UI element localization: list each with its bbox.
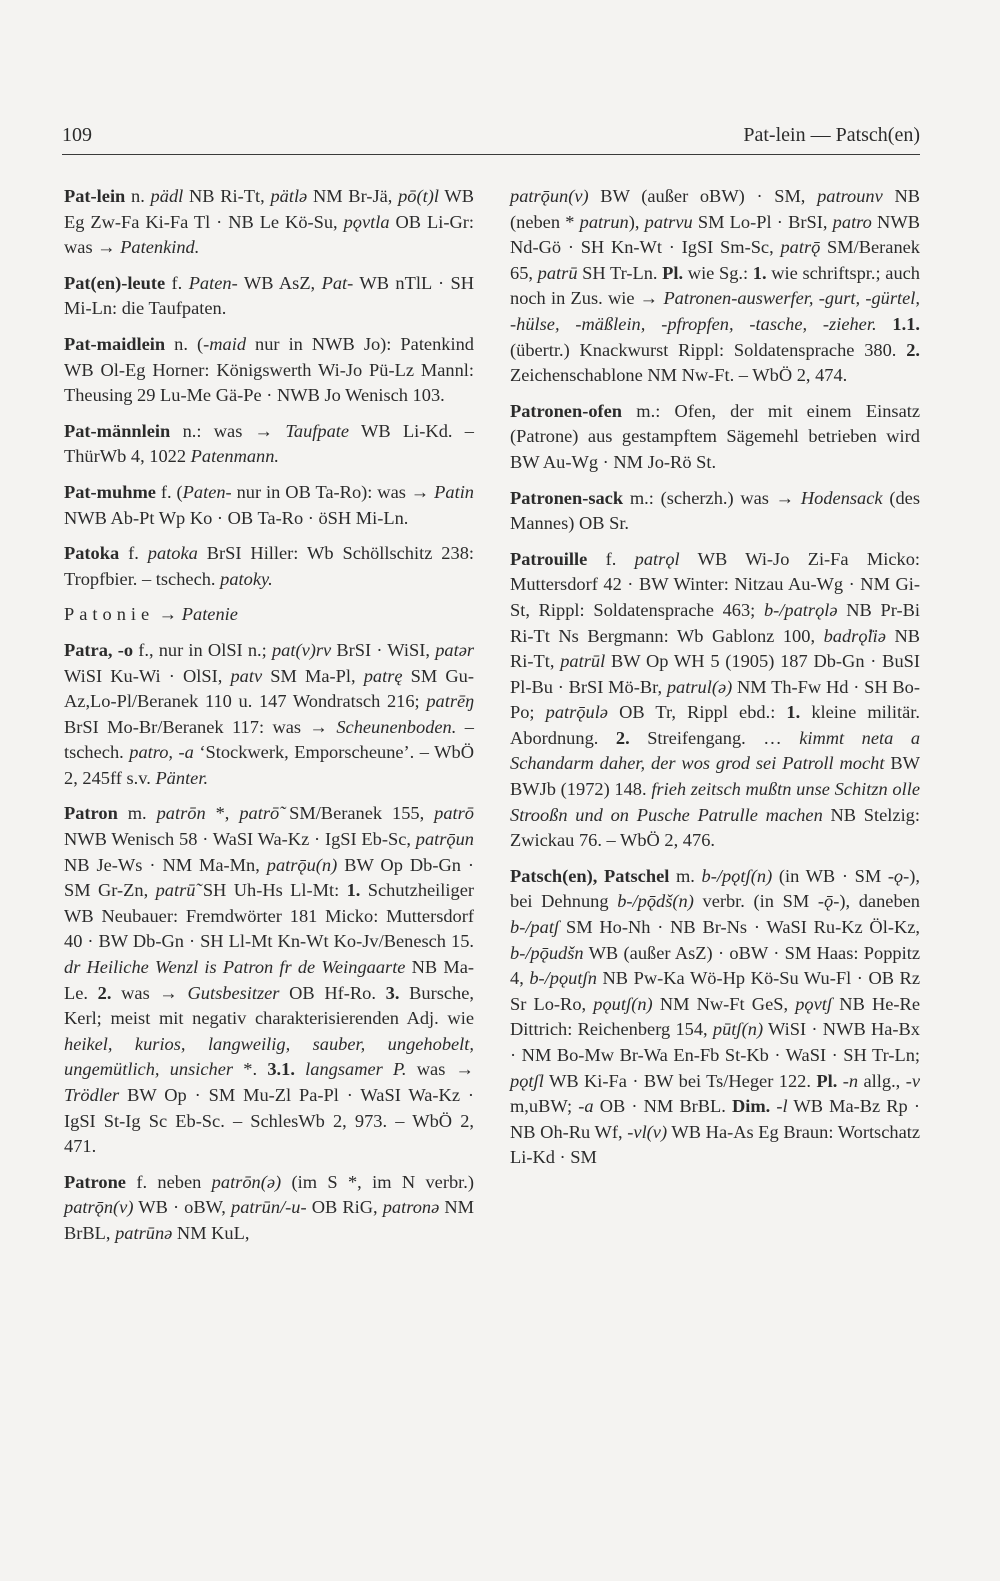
entry-patrouille — [510, 547, 920, 854]
form: patrōn — [156, 803, 206, 824]
spaced-headword: Patonie — [64, 604, 155, 625]
text: n. ( — [165, 333, 204, 354]
form: pūtʃ(n) — [712, 1019, 764, 1040]
form: -maid — [203, 333, 247, 354]
form: badrǫ̈liə — [823, 625, 886, 646]
form: patrēŋ — [426, 691, 474, 712]
text: Bursche, Kerl; meist mit negativ charakterisierenden Adj. wie — [64, 982, 474, 1029]
entry-patoka — [64, 541, 474, 592]
entry-pat-maidlein — [64, 332, 474, 409]
text: n. — [125, 186, 151, 206]
sense-number: 2. — [906, 339, 920, 360]
text: NB Je-Ws · NM Ma-Mn, — [64, 854, 267, 875]
form: patər — [435, 639, 475, 660]
form: patrvu — [644, 211, 693, 232]
text: wie schriftspr.; auch noch in Zus. wie → — [510, 262, 920, 309]
form: patrǫl — [634, 548, 680, 569]
form: patrǭn(v) — [64, 1197, 134, 1218]
form: patrounv — [817, 186, 883, 206]
sense-number: 1. — [786, 702, 801, 723]
text: BrSI · WiSI, — [331, 639, 436, 660]
cross-reference: Patenkind. — [120, 237, 200, 258]
text: ), daneben — [839, 891, 920, 912]
headword: Patra, -o — [64, 639, 134, 660]
text: → — [154, 604, 182, 625]
text: SM Gu-Az,Lo-Pl/Beranek 110 u. 147 Wondratsch 216; — [64, 665, 474, 712]
text: BW Op Db-Gn · SM Gr-Zn, — [64, 854, 474, 901]
headword: Patrone — [64, 1171, 126, 1192]
text: f. neben — [125, 1171, 212, 1192]
form: patrę — [363, 665, 403, 686]
text: m,uBW; — [510, 1096, 579, 1117]
example: frieh zeitsch mußtn unse Schitzn olle Strooßn und on Pusche Patrulle machen — [510, 779, 921, 825]
text: OB · NM BrBL. — [593, 1096, 732, 1117]
example: dr Heiliche Wenzl is Patron fr de Weingaarte — [64, 957, 406, 978]
form: -v — [905, 1070, 920, 1091]
form: pǫvtla — [343, 211, 390, 232]
entry-patronen-ofen — [510, 399, 920, 476]
text: WB Ki-Fa · BW bei Ts/Heger 122. — [543, 1070, 817, 1091]
text: f. — [587, 548, 635, 569]
text: kleine militär. Abordnung. — [510, 702, 920, 748]
form: -vl(v) — [627, 1121, 668, 1142]
text: *, — [205, 803, 240, 824]
text: BrSI Mo-Br/Beranek 117: was → — [64, 716, 337, 737]
text: ), — [628, 211, 645, 232]
text: SM Ma-Pl, — [262, 665, 364, 686]
text: n.: was → — [170, 420, 286, 441]
headword: Patsch(en), Patschel — [510, 865, 670, 886]
text: NB Pr-Bi Ri-Tt Ns Bergmann: Wb Gablonz 100, — [510, 599, 920, 646]
text: NWB Nd-Gö · SH Kn-Wt · IgSI Sm-Sc, — [510, 211, 920, 258]
page-header — [62, 124, 920, 155]
form: patrun — [579, 211, 629, 232]
form: patrǭulə — [545, 702, 608, 723]
form: b-/pǫutʃn — [529, 968, 597, 989]
text: f. — [119, 543, 148, 564]
form: patronə — [382, 1197, 440, 1218]
text: OB Tr, Rippl ebd.: — [607, 702, 787, 723]
text: Streifengang. … — [629, 727, 800, 748]
sense-number: 3. — [385, 982, 400, 1003]
text: BW BWJb (1972) 148. — [510, 753, 920, 800]
form: patrūl — [560, 651, 606, 672]
text: SH Tr-Ln. — [577, 262, 663, 283]
form: b-/pǭdš(n) — [617, 891, 694, 912]
text: NM BrBL, — [64, 1197, 474, 1243]
form: patrūnə — [115, 1222, 173, 1243]
text: NB Ri-Tt, — [510, 625, 920, 672]
text: NM KuL, — [172, 1222, 250, 1243]
text: NB Ma-Le. — [64, 957, 474, 1003]
text: WB · oBW, — [133, 1197, 232, 1218]
text: (des Mannes) OB Sr. — [510, 487, 920, 534]
text: NM Nw-Ft GeS, — [652, 993, 796, 1014]
sense-number: 2. — [615, 727, 630, 748]
running-head: Pat-lein — Patsch(en) — [743, 124, 920, 146]
form: pädl — [150, 186, 184, 206]
form: patv — [230, 665, 263, 686]
text: f. — [165, 272, 189, 293]
text: SH Uh-Hs Ll-Mt: — [195, 880, 347, 901]
text: NB He-Re Dittrich: Reichenberg 154, — [510, 993, 920, 1040]
text: BW Op · SM Mu-Zl Pa-Pl · WaSI Wa-Kz · IgSI St-Ig Sc Eb-Sc. – SchlesWb 2, 973. – WbÖ 2, 471. — [64, 1085, 474, 1157]
text: WB nTlL · SH Mi-Ln: die Taufpaten. — [64, 272, 475, 319]
text: NWB Wenisch 58 · WaSI Wa-Kz · IgSI Eb-Sc, — [64, 829, 416, 850]
text: BrSI Hiller: Wb Schöllschitz 238: Tropfbier. – tschech. — [64, 543, 474, 589]
text: OB Hf-Ro. — [279, 982, 386, 1003]
entry-pat-lein — [64, 184, 474, 261]
sense-number: 1.1. — [892, 313, 920, 334]
text: Schutzheiliger WB Neubauer: Fremdwörter 181 Micko: Muttersdorf 40 · BW Db-Gn · SH Ll-Mt Kn-Wt Ko-Jv/Benesch 15. — [64, 880, 474, 952]
text: WiSI Ku-Wi · OlSI, — [64, 665, 231, 686]
sense-number: 1. — [346, 880, 361, 901]
text: WB AsZ, — [237, 272, 322, 293]
entry-pat-muhme — [64, 480, 474, 531]
form: Pänter. — [155, 767, 209, 788]
form: patro — [832, 211, 872, 232]
example: langsamer P. — [305, 1059, 407, 1080]
text: SM Lo-Pl · BrSI, — [692, 211, 833, 232]
form: -ǫ- — [887, 865, 910, 886]
text: Zeichenschablone NM Nw-Ft. – WbÖ 2, 474. — [510, 365, 848, 386]
headword: Patoka — [64, 543, 120, 564]
form: patrō — [434, 803, 474, 824]
headword: Pat-lein — [64, 186, 126, 206]
cross-reference: Scheunenboden. — [336, 716, 457, 737]
right-column — [510, 184, 920, 1181]
form: patoky. — [220, 568, 273, 589]
form: patrōn(ə) — [211, 1171, 282, 1192]
form: -a — [578, 1096, 594, 1117]
text: *. — [233, 1059, 268, 1080]
text: WiSI · NWB Ha-Bx · NM Bo-Mw Br-Wa En-Fb St-Kb · WaSI · SH Tr-Ln; — [510, 1019, 921, 1065]
cross-reference: Gutsbesitzer — [187, 982, 280, 1003]
text: (in WB · SM — [772, 865, 888, 886]
form: patrǭun(v) — [510, 186, 589, 206]
form: patrū — [537, 262, 578, 283]
cross-reference: Patin — [434, 481, 474, 502]
text: WB (außer AsZ) · oBW · SM Haas: Poppitz 4, — [510, 942, 920, 989]
text: WB Ha-As Eg Braun: Wortschatz Li-Kd · SM — [510, 1121, 920, 1168]
form: Pat- — [321, 272, 354, 293]
form: Paten- — [188, 272, 238, 293]
text: f. ( — [155, 481, 183, 502]
form: patrō̃ — [239, 803, 280, 824]
form: pō(t)l — [398, 186, 439, 206]
form: b-/patʃ — [510, 917, 560, 938]
sense-number: 1. — [752, 262, 767, 283]
headword: Pat-maidlein — [64, 333, 166, 354]
headword: Pat-männlein — [64, 420, 171, 441]
text: OB Li-Gr: was → — [64, 211, 474, 258]
text: m.: (scherzh.) was → — [623, 487, 801, 508]
text: nur in OB Ta-Ro): was → — [231, 481, 435, 502]
cross-reference: Trödler — [64, 1085, 120, 1105]
text: was → — [406, 1059, 474, 1080]
text: NB Pw-Ka Wö-Hp Kö-Su Wu-Fl · OB Rz Sr Lo-Ro, — [510, 968, 920, 1014]
headword: Patron — [64, 803, 118, 824]
entry-patonie — [64, 602, 474, 628]
form: patrǭu(n) — [266, 854, 338, 875]
headword: Patrouille — [510, 548, 588, 569]
form: patrū̃ — [155, 880, 196, 901]
text: m. — [669, 865, 702, 886]
text: ), bei Dehnung — [510, 865, 920, 912]
cross-reference: Hodensack — [800, 487, 883, 508]
text: WB Eg Zw-Fa Ki-Fa Tl · NB Le Kö-Su, — [64, 186, 474, 232]
cross-reference: Patenie — [181, 604, 238, 625]
text: BW (außer oBW) · SM, — [588, 186, 818, 206]
text — [295, 1059, 305, 1079]
form: b-/patrǫlə — [763, 599, 838, 620]
form: patrul(ə) — [666, 676, 733, 697]
text: verbr. (in SM — [693, 891, 818, 912]
text: NM Br-Jä, — [307, 186, 399, 206]
entry-patra — [64, 638, 474, 792]
form: patrūn/-u- — [231, 1197, 307, 1218]
form: pat(v)rv — [271, 639, 332, 660]
entry-pat-leute — [64, 271, 474, 322]
text: SM Ho-Nh · NB Br-Ns · WaSI Ru-Kz Öl-Kz, — [559, 917, 920, 938]
grammar-label: Pl. — [662, 262, 684, 283]
form: -ǭ- — [817, 891, 840, 912]
text: WB Ma-Bz Rp · NB Oh-Ru Wf, — [510, 1096, 920, 1142]
text: (im S *, im N verbr.) — [281, 1171, 474, 1192]
grammar-label: Dim. — [731, 1096, 771, 1117]
text: NM Th-Fw Hd · SH Bo-Po; — [510, 676, 920, 723]
cross-reference: Patronen-auswerfer, -gurt, -gürtel, -hülse, -mäßlein, -pfropfen, -tasche, -zieher. — [510, 288, 920, 334]
text: m. — [117, 803, 157, 824]
example: kimmt neta a Schandarm daher, der wos grod sei Patroll mocht — [510, 727, 921, 774]
text: NB (neben * — [510, 186, 920, 232]
form: Paten- — [182, 481, 232, 502]
entry-patrone — [64, 1170, 474, 1247]
form: -n — [842, 1070, 859, 1091]
form: -l — [776, 1096, 788, 1117]
form: Patenmann. — [190, 446, 280, 467]
form: b-/pǭudšn — [510, 942, 584, 963]
text: (übertr.) Knackwurst Rippl: Soldatensprache 380. — [510, 339, 907, 360]
text: ‘Stockwerk, Emporscheune’. – WbÖ 2, 245ff s.v. — [64, 742, 475, 788]
text: was → — [111, 982, 188, 1003]
left-column — [64, 184, 474, 1257]
text: f., nur in OlSI n.; — [133, 639, 272, 660]
headword: Pat-muhme — [64, 481, 156, 502]
sense-number: 2. — [97, 982, 112, 1003]
entry-pat-maennlein — [64, 419, 474, 470]
text: OB RiG, — [306, 1197, 383, 1218]
headword: Pat(en)-leute — [64, 272, 166, 293]
text: – tschech. — [64, 716, 474, 763]
page-number: 109 — [62, 124, 92, 146]
headword: Patronen-sack — [510, 487, 624, 508]
cross-reference: Taufpate — [285, 420, 350, 441]
grammar-label: Pl. — [816, 1070, 838, 1091]
text: SM/Beranek 65, — [510, 237, 920, 283]
text: nur in NWB Jo): Patenkind WB Ol-Eg Horner: Königswerth Wi-Jo Pü-Lz Mannl: Theusing 29 Lu-Me Gä-Pe · NWB Jo Wenisch 103. — [64, 333, 474, 406]
entry-patschen — [510, 864, 920, 1171]
text: allg., — [858, 1070, 906, 1091]
text: NWB Ab-Pt Wp Ko · OB Ta-Ro · öSH Mi-Ln. — [64, 507, 409, 528]
form: patro, -a — [129, 742, 194, 763]
form: pǫutʃ(n) — [593, 993, 653, 1014]
entry-patronen-sack — [510, 486, 920, 537]
entry-patrone-continued — [510, 184, 920, 389]
text: wie Sg.: — [683, 262, 753, 283]
text: WB Li-Kd. – ThürWb 4, 1022 — [64, 420, 474, 467]
form: pǫtʃl — [510, 1070, 544, 1091]
text: WB Wi-Jo Zi-Fa Micko: Muttersdorf 42 · BW Winter: Nitzau Au-Wg · NM Gi-St, Rippl: Soldatensprache 463; — [510, 548, 920, 620]
example: heikel, kurios, langweilig, sauber, ungehobelt, ungemütlich, unsicher — [64, 1033, 474, 1080]
headword: Patronen-ofen — [510, 400, 623, 421]
form: patrǭun — [415, 829, 474, 850]
text: m.: Ofen, der mit einem Einsatz (Patrone) aus gestampftem Sägemehl betrieben wird BW Au-Wg · NM Jo-Rö St. — [510, 400, 920, 472]
form: pätlə — [270, 186, 308, 206]
sense-number: 3.1. — [267, 1059, 295, 1080]
text: NB Stelzig: Zwickau 76. – WbÖ 2, 476. — [510, 804, 920, 851]
form: patrǭ — [780, 237, 821, 258]
text: SM/Beranek 155, — [279, 803, 435, 824]
form: b-/pǫtʃ(n) — [701, 865, 773, 886]
form: pǫvtʃ — [795, 993, 833, 1014]
entry-patron — [64, 801, 474, 1159]
text: BW Op WH 5 (1905) 187 Db-Gn · BuSI Pl-Bu · BrSI Mö-Br, — [510, 651, 921, 697]
text — [877, 314, 893, 334]
text: NB Ri-Tt, — [183, 186, 271, 206]
form: patoka — [147, 543, 198, 564]
